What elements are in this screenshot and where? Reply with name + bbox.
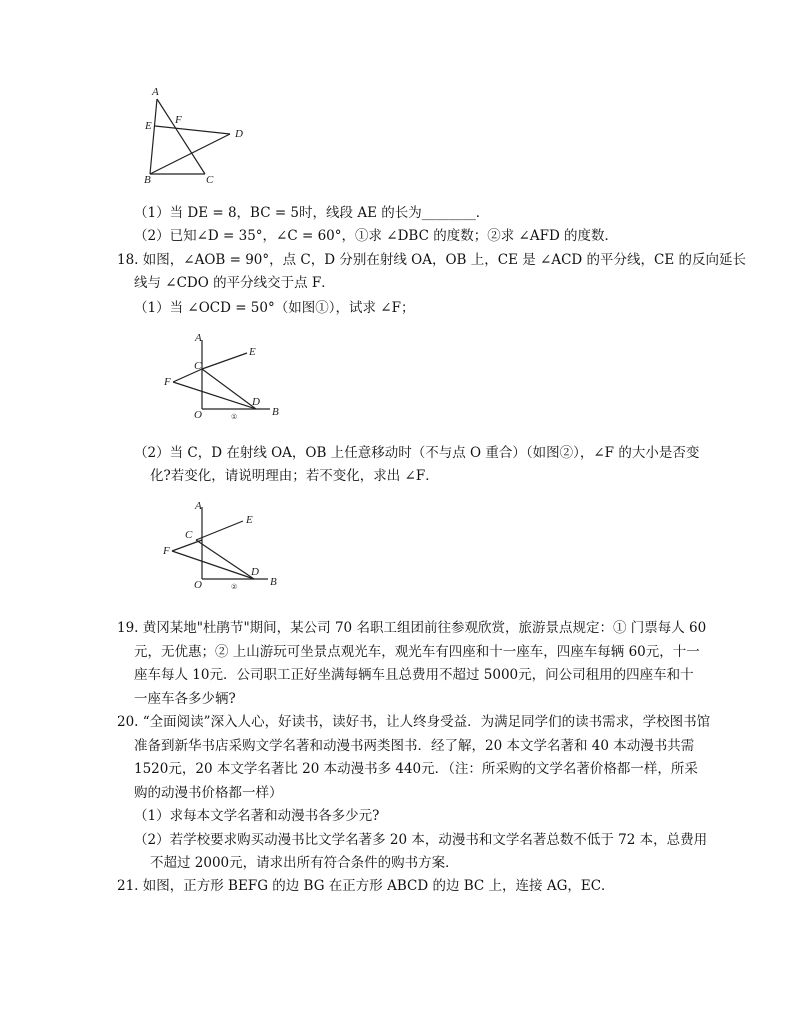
q18-stem-line2: 线与 ∠CDO 的平分线交于点 F．: [134, 275, 335, 291]
fig3-label-a: A: [195, 500, 202, 512]
fig3-label-o: O: [194, 579, 202, 591]
fig2-label-c: C: [194, 360, 202, 372]
fig2-label-e: E: [249, 346, 256, 358]
q17-part2: （2）已知∠D = 35°，∠C = 60°，①求 ∠DBC 的度数；②求 ∠AFD 的度数．: [134, 228, 619, 244]
fig3-label-f: F: [163, 545, 170, 557]
q20-part1: （1）求每本文学名著和动漫书各多少元?: [134, 808, 380, 824]
q19-line4: 一座车各多少辆?: [134, 691, 236, 707]
q20-line3: 1520元，20 本文学名著比 20 本动漫书多 440元．（注：所采购的文学名著价格都一样，所采: [134, 761, 698, 777]
fig2-caption: ①: [231, 413, 238, 421]
fig2-label-d: D: [252, 396, 260, 408]
fig3-label-d: D: [251, 566, 259, 578]
q19-line1: 19. 黄冈某地"杜鹃节"期间，某公司 70 名职工组团前往参观欣赏，旅游景点规定：① 门票每人 60: [117, 620, 707, 636]
q20-line2: 准备到新华书店采购文学名著和动漫书两类图书．经了解，20 本文学名著和 40 本动漫书共需: [134, 738, 695, 754]
q18-part1: （1）当 ∠OCD = 50°（如图①），试求 ∠F；: [134, 300, 415, 316]
label-point-c: C: [206, 174, 214, 186]
fig2-label-a: A: [195, 332, 202, 344]
label-point-e: E: [145, 120, 152, 132]
q20-line1: 20. “全面阅读”深入人心，好读书，读好书，让人终身受益．为满足同学们的读书需求，学校图书馆: [117, 714, 711, 730]
q18-stem-line1: 18. 如图，∠AOB = 90°，点 C，D 分别在射线 OA，OB 上，CE 是 ∠ACD 的平分线，CE 的反向延长: [117, 252, 747, 268]
fig3-label-b: B: [270, 576, 277, 588]
q18-part2-line2: 化?若变化，请说明理由；若不变化，求出 ∠F．: [150, 468, 439, 484]
q19-line3: 座车每人 10元．公司职工正好坐满每辆车且总费用不超过 5000元，问公司租用的四座车和十: [134, 667, 694, 683]
q20-part2-line1: （2）若学校要求购买动漫书比文学名著多 20 本，动漫书和文学名著总数不低于 72 本，总费用: [134, 832, 708, 848]
fig3-label-c: C: [185, 529, 193, 541]
label-point-d: D: [235, 128, 243, 140]
fig2-label-o: O: [194, 409, 202, 421]
fig2-label-f: F: [164, 376, 171, 388]
q17-part1: （1）当 DE = 8，BC = 5时，线段 AE 的长为________．: [134, 205, 490, 221]
q18-part2-line1: （2）当 C，D 在射线 OA，OB 上任意移动时（不与点 O 重合）（如图②），∠F 的大小是否变: [134, 445, 700, 461]
label-point-f: F: [175, 114, 182, 126]
label-point-a: A: [152, 86, 159, 98]
fig3-label-e: E: [246, 514, 253, 526]
fig2-label-b: B: [272, 406, 279, 418]
label-point-b: B: [144, 174, 151, 186]
q21-line1: 21. 如图，正方形 BEFG 的边 BG 在正方形 ABCD 的边 BC 上，连接 AG，EC．: [117, 878, 615, 894]
q20-part2-line2: 不超过 2000元，请求出所有符合条件的购书方案．: [150, 855, 459, 871]
q20-line4: 购的动漫书价格都一样）: [134, 785, 283, 801]
q19-line2: 元，无优惠；② 上山游玩可坐景点观光车，观光车有四座和十一座车，四座车每辆 60元，十一: [134, 644, 700, 660]
fig3-caption: ②: [231, 583, 238, 591]
